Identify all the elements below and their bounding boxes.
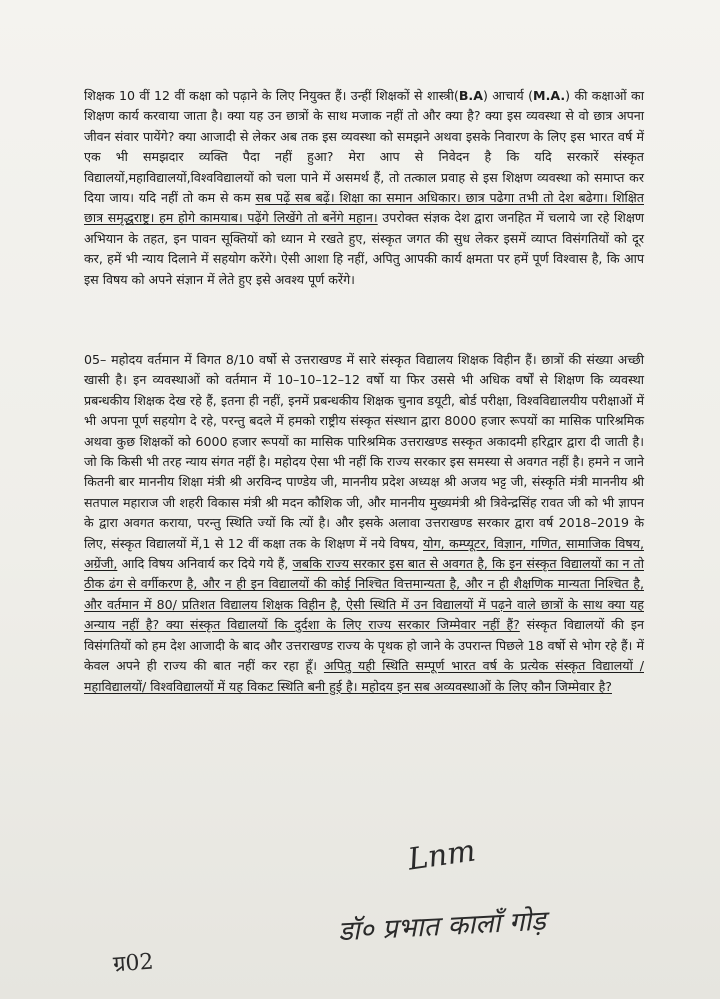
complaint-underlined: जबकि राज्य सरकार इस बात से अवगत है, कि इन संस्कृत विद्यालयों का न तो ठीक ढंग से वर्गीकरण है, और न ही इन विद्यालयों की कोई निश्चित वित्तमान्यता है, और न ही शैक्षणिक मान्यता निश्चित है, और वर्तमान में 80/ प्रतिशत विद्यालय शिक्षक विहीन है, ऐसी स्थिति में उन विद्यालयों में पढ़ने वाले छात्रों के साथ क्या यह अन्याय नहीं है? क्या संस्कृत विद्यालयों कि दुर्दशा के लिए राज्य सरकार जिम्मेवार नहीं हैं? <box>84 556 644 633</box>
paragraph-continued <box>84 86 644 290</box>
handwritten-signature: डॉ० प्रभात कालाँ गोड़ <box>337 905 547 948</box>
handwritten-page-number: ग्र02 <box>112 949 155 978</box>
para2-text-3: संस्कृत विद्यालयों की इन विसंगतियों को हम देश आजादी के बाद और उत्तराखण्ड राज्य के पृथक हो जाने के उपरान्त पिछले 18 वर्षो से भोग रहे हैं। में केवल अपने ही राज्य की बात नहीं कर रहा हूँ। <box>84 617 644 674</box>
para1-text-2: ) आचार्य ( <box>482 88 534 103</box>
para1-text-3: ) की कक्षाओं का शिक्षण कार्य करवाया जाता है। क्या यह उन छात्रों के साथ मजाक नहीं तो और क्या है? क्या इस व्यवस्था से वो छात्र अपना जीवन संवार पायेंगे? क्या आजादी से लेकर अब तक इस व्यवस्था को समझने अथवा इसके निवारण के लिए इस भारत वर्ष में एक भी समझदार व्यक्ति पैदा नहीं हुआ? मेरा आप से निवेदन है कि यदि सरकारें संस्कृत विद्यालयों,महाविद्यालयों,विश्वविद्यालयों को चला पाने में असमर्थ हैं, तो तत्काल प्रवाह से इस शिक्षण व्यवस्था को समाप्त कर दिया जाय। यदि नहीं तो कम से कम <box>84 88 644 206</box>
slogans-underlined: सब पढ़ें सब बढ़ें। शिक्षा का समान अधिकार। छात्र पढेगा तभी तो देश बढेगा। शिक्षित छात्र समृद्धराष्ट्र। हम होगे कामयाब। पढ़ेंगे लिखेंगे तो बनेंगे महान। <box>84 190 644 226</box>
para1-text-1: शिक्षक 10 वीं 12 वीं कक्षा को पढ़ाने के लिए नियुक्त हैं। उन्हीं शिक्षकों से शास्त्री( <box>84 88 459 103</box>
subjects-underlined: योग, कम्प्यूटर, विज्ञान, गणित, सामाजिक विषय, अग्रेंजी, <box>84 535 644 572</box>
handwritten-initials: Lnm <box>405 833 478 878</box>
paragraph-point-05 <box>84 350 644 697</box>
ba-degree: B.A <box>458 88 483 103</box>
closing-underlined: अपितु यही स्थिति सम्पूर्ण भारत वर्ष के प्रत्येक संस्कृत विद्यालयों /महाविद्यालयों/ विश्वविद्यालयों में यह विकट स्थिति बनी हुई है। महोदय इन सब अव्यवस्थाओं के लिए कौन जिम्मेवार है? <box>84 658 644 694</box>
ma-degree: M.A. <box>533 88 566 103</box>
para2-text-2: आदि विषय अनिवार्य कर दिये गये हैं, <box>117 556 293 572</box>
para1-text-4: उपरोक्त संज्ञक देश द्वारा जनहित में चलाये जा रहे शिक्षण अभियान के तहत, इन पावन सूक्तियों को ध्यान मे रखते हुए, संस्कृत जगत की सुध लेकर इसमें व्याप्त विसंगतियों को दूर कर, हमें भी न्याय दिलाने में सहयोग करेंगे। ऐसी आशा हि नहीं, अपितु आपकी कार्य क्षमता पर हमें पूर्ण विश्वास है, कि आप इस विषय को अपने संज्ञान में लेते हुए इसे अवश्य पूर्ण करेंगे। <box>84 210 644 287</box>
para2-text-1: 05– महोदय वर्तमान में विगत 8/10 वर्षो से उत्तराखण्ड में सारे संस्कृत विद्यालय शिक्षक विहीन हैं। छात्रों की संख्या अच्छी खासी है। इन व्यवस्थाओं को वर्तमान में 10–10–12–12 वर्षो या फिर उससे भी अधिक वर्षों से शिक्षण कि व्यवस्था प्रबन्धकीय शिक्षक देख रहे हैं, इतना ही नहीं, इनमें प्रबन्धकीय शिक्षक चुनाव डयूटी, बोर्ड परीक्षा, विश्वविद्यालयीय परीक्षाओं में भी अपना पूर्ण सहयोग दे रहे, परन्तु बदले में हमको राष्ट्रीय संस्कृत संस्थान द्वारा 8000 हजार रूपयों का मासिक पारिश्रमिक अथवा कुछ शिक्षकों को 6000 हजार रूपयों का मासिक पारिश्रमिक उत्तराखण्ड सस्कृत अकादमी हरिद्वार द्वारा दी जाती है। जो कि किसी भी तरह न्याय संगत नहीं है। महोदय ऐसा भी नहीं कि राज्य सरकार इस समस्या से अवगत नहीं है। हमने न जाने कितनी बार माननीय शिक्षा मंत्री श्री अरविन्द पाण्डेय जी, माननीय प्रदेश अध्यक्ष श्री अजय भट्ट जी, संस्कृति मंत्री माननीय श्री सतपाल महाराज जी शहरी विकास मंत्री श्री मदन कौशिक जी, और माननीय मुख्यमंत्री श्री त्रिवेन्द्रसिंह रावत जी को भी ज्ञापन के द्वारा अवगत कराया, परन्तु स्थिति ज्यों कि त्यों है। और इसके अलावा उत्तराखण्ड सरकार द्वारा वर्ष 2018–2019 के लिए, संस्कृत विद्यालयों में,1 से 12 वीं कक्षा तक के शिक्षण में नये विषय, <box>84 352 645 551</box>
